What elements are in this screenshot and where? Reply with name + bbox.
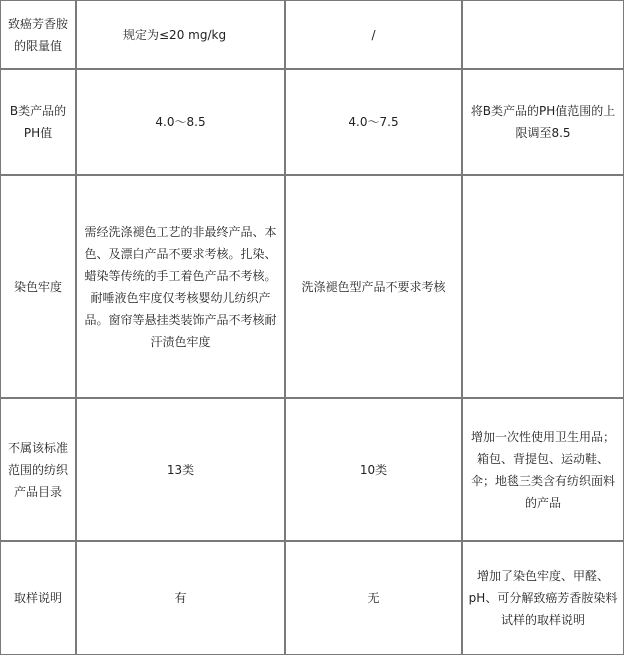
cell-ph-change: 将B类产品的PH值范围的上限调至8.5: [462, 69, 624, 175]
table-row: [0, 398, 624, 541]
row-label-colorfastness: 染色牢度: [0, 175, 76, 398]
cell-sampling-new: 无: [285, 541, 462, 655]
cell-excluded-change: 增加一次性使用卫生用品；箱包、背提包、运动鞋、伞；地毯三类含有纺织面料的产品: [462, 398, 624, 541]
row-label-amine-limit: 致癌芳香胺的限量值: [0, 0, 76, 69]
table-row: [0, 541, 624, 655]
cell-ph-new: 4.0～7.5: [285, 69, 462, 175]
cell-amine-limit-old: 规定为≤20 mg/kg: [76, 0, 285, 69]
row-label-ph: B类产品的PH值: [0, 69, 76, 175]
cell-amine-limit-change: [462, 0, 624, 69]
table-row: [0, 175, 624, 398]
cell-colorfastness-new: 洗涤褪色型产品不要求考核: [285, 175, 462, 398]
row-label-excluded-products: 不属该标准范围的纺织产品目录: [0, 398, 76, 541]
table-row: [0, 69, 624, 175]
cell-sampling-old: 有: [76, 541, 285, 655]
cell-ph-old: 4.0～8.5: [76, 69, 285, 175]
cell-excluded-new: 10类: [285, 398, 462, 541]
cell-sampling-change: 增加了染色牢度、甲醛、pH、可分解致癌芳香胺染料试样的取样说明: [462, 541, 624, 655]
cell-amine-limit-new: /: [285, 0, 462, 69]
cell-colorfastness-old: 需经洗涤褪色工艺的非最终产品、本色、及漂白产品不要求考核。扎染、蜡染等传统的手工着色产品不考核。耐唾液色牢度仅考核婴幼儿纺织产品。窗帘等悬挂类装饰产品不考核耐汗渍色牢度: [76, 175, 285, 398]
row-label-sampling: 取样说明: [0, 541, 76, 655]
cell-colorfastness-change: [462, 175, 624, 398]
table-row: [0, 0, 624, 69]
cell-excluded-old: 13类: [76, 398, 285, 541]
